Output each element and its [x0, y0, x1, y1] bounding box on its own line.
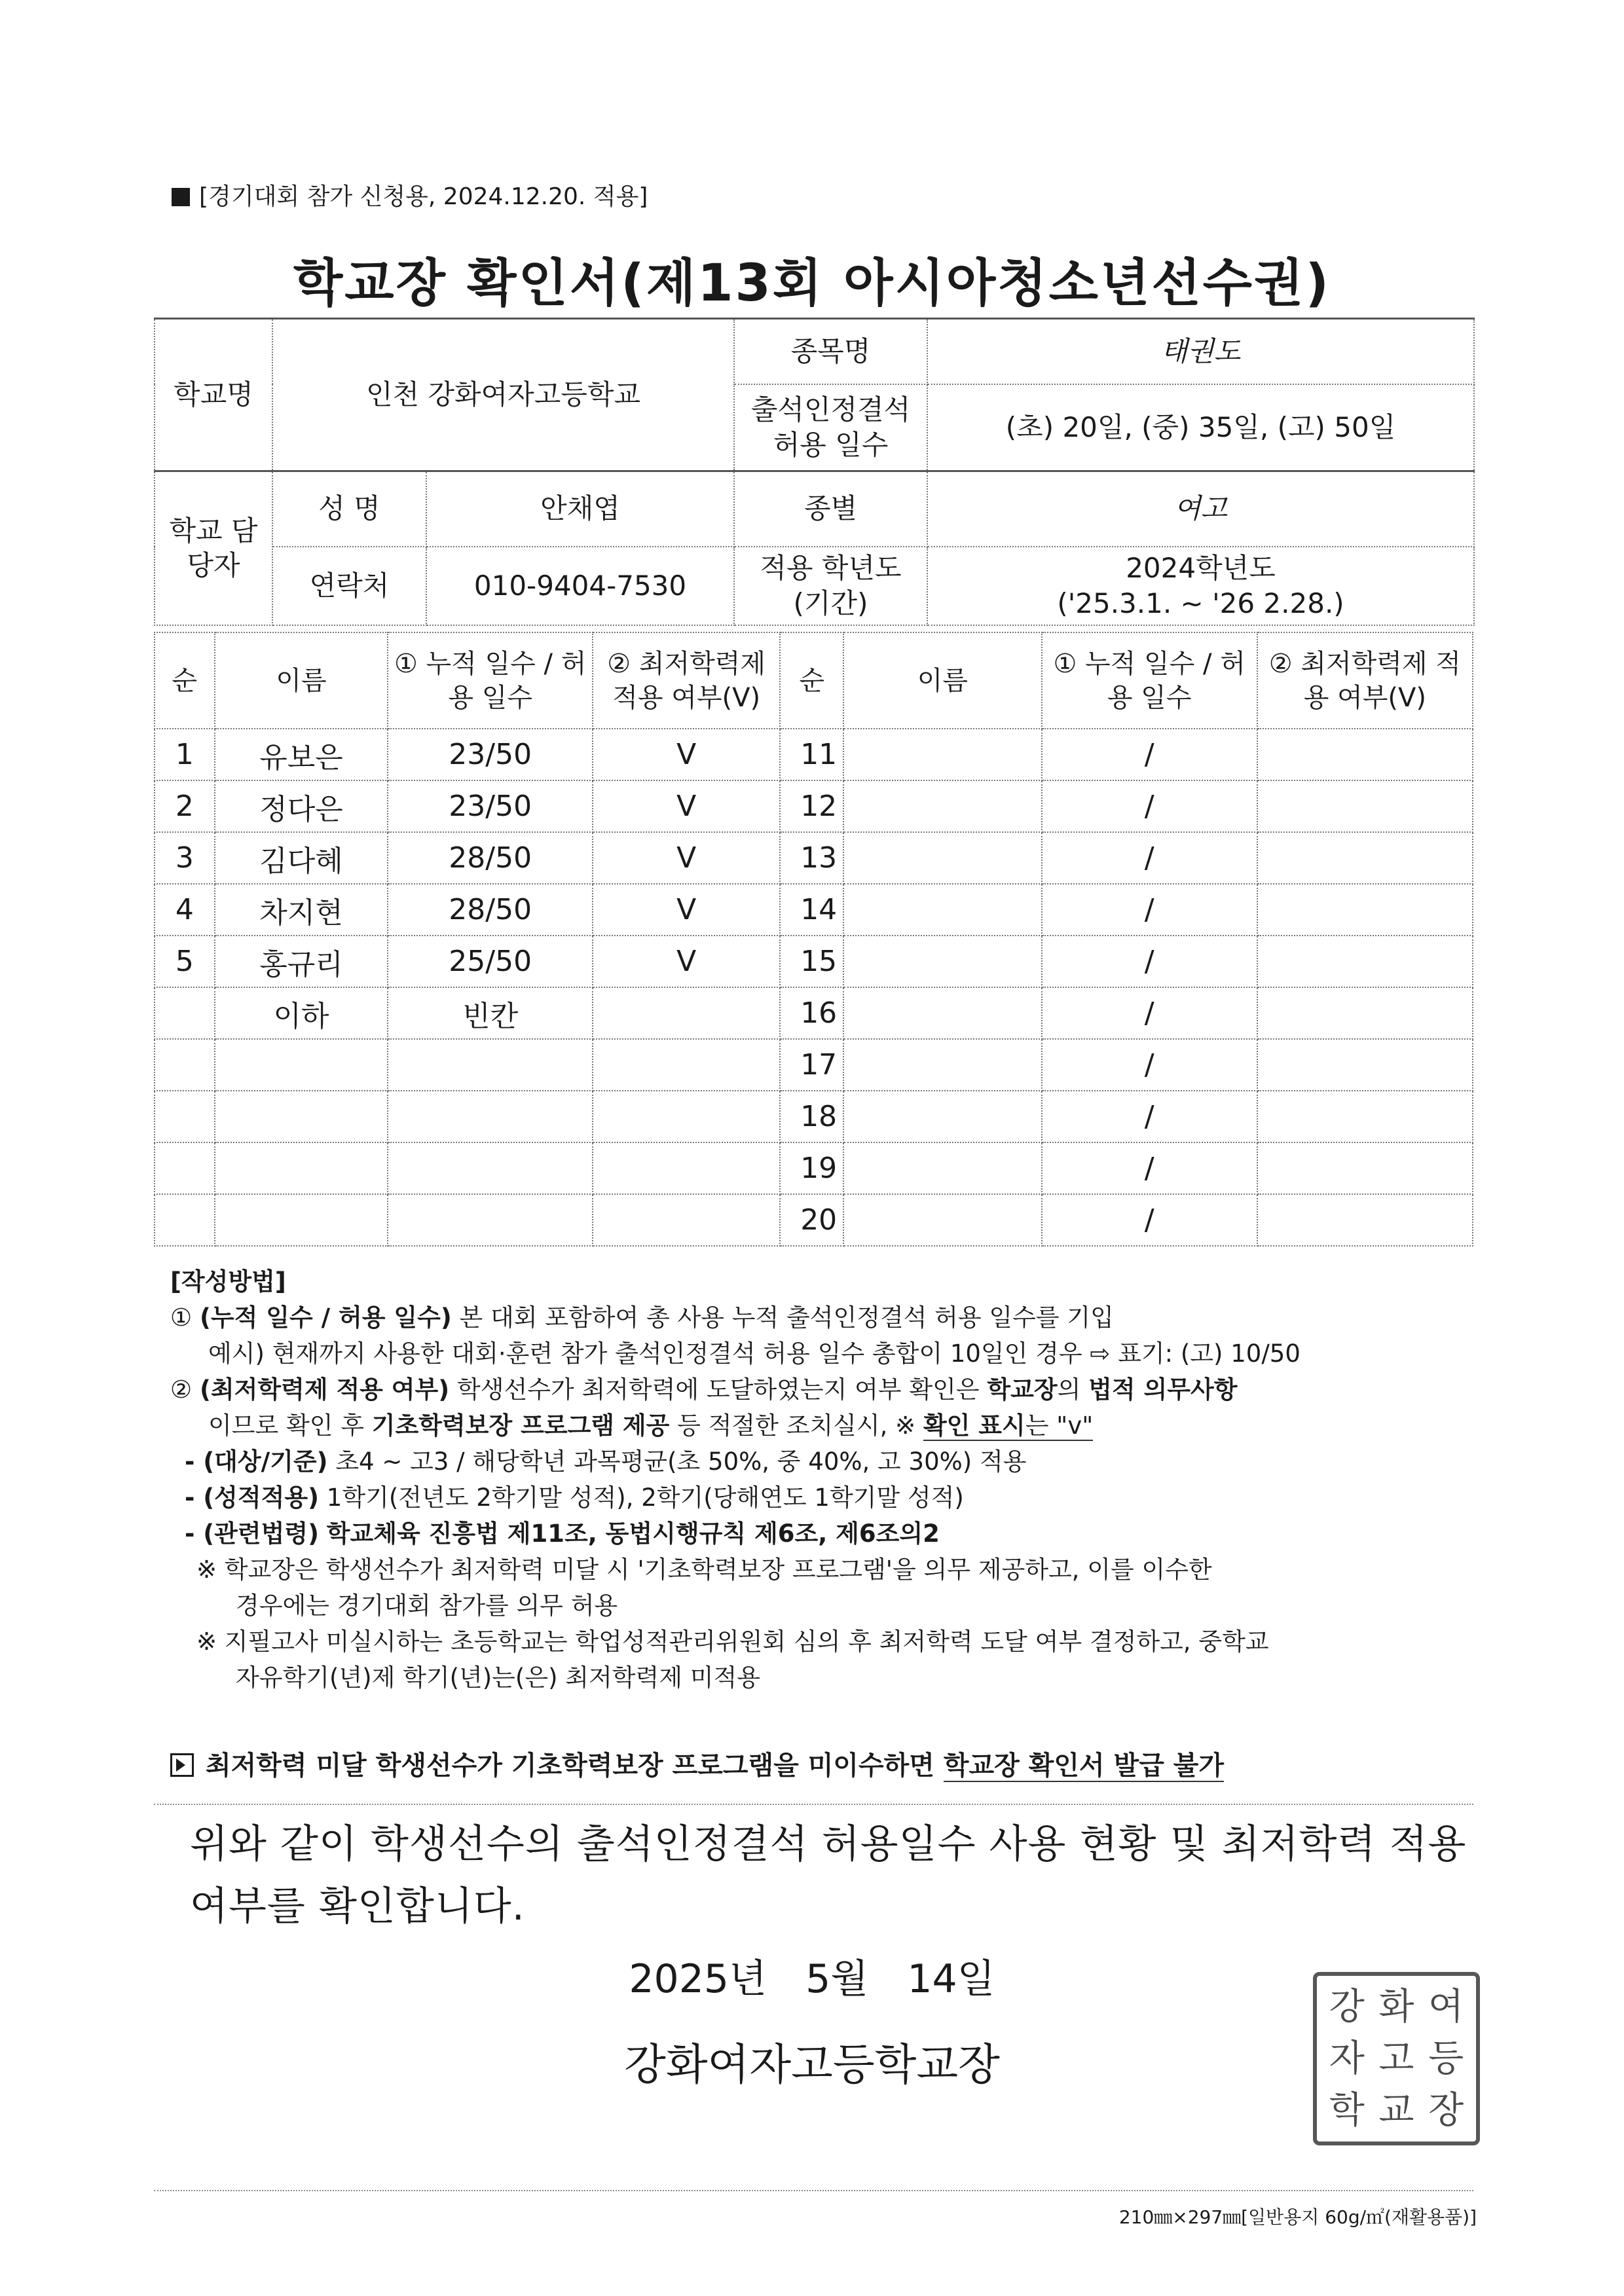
- cell-min: [593, 987, 780, 1039]
- cell-name: [843, 1142, 1041, 1194]
- cell-name: [215, 1091, 388, 1142]
- table-row: [155, 884, 1473, 936]
- table-row: [155, 936, 1473, 987]
- instruction-note-2-cont: 자유학기(년)제 학기(년)는(은) 최저학력제 미적용: [236, 1664, 760, 1692]
- cell-min: V: [593, 729, 780, 780]
- table-row: [155, 1142, 1473, 1194]
- cell-no: 11: [780, 729, 843, 780]
- year-period: ('25.3.1. ~ '26 2.28.): [1057, 587, 1344, 619]
- seal-glyph: 등: [1428, 2037, 1464, 2080]
- cell-no: 13: [780, 832, 843, 884]
- event-value: 태권도: [927, 319, 1474, 384]
- cell-no: 19: [780, 1142, 843, 1194]
- cell-min: V: [593, 936, 780, 987]
- cell-name: [843, 729, 1041, 780]
- cell-no: 1: [155, 729, 215, 780]
- cell-min: [1257, 987, 1473, 1039]
- header-min: ② 최저학력제 적용 여부(V): [593, 632, 780, 729]
- table-row: [155, 1091, 1473, 1142]
- header-min: ② 최저학력제 적용 여부(V): [1257, 632, 1473, 729]
- notice: 최저학력 미달 학생선수가 기초학력보장 프로그램을 미이수하면 학교장 확인서 발급 불가: [170, 1745, 1224, 1782]
- cell-no: 16: [780, 987, 843, 1039]
- cell-days: /: [1042, 1142, 1257, 1194]
- header-name: 이름: [843, 632, 1041, 729]
- cell-days: /: [1042, 780, 1257, 832]
- info-table: [154, 318, 1475, 626]
- absence-value: (초) 20일, (중) 35일, (고) 50일: [927, 384, 1474, 471]
- category-label: 종별: [734, 471, 927, 547]
- seal-glyph: 여: [1428, 1985, 1464, 2028]
- cell-no: 2: [155, 780, 215, 832]
- header-name: 이름: [215, 632, 388, 729]
- cell-no: [155, 987, 215, 1039]
- cell-no: 15: [780, 936, 843, 987]
- cell-name: [215, 1194, 388, 1246]
- cell-min: [1257, 729, 1473, 780]
- cell-min: V: [593, 884, 780, 936]
- cell-min: [593, 1194, 780, 1246]
- seal-glyph: 고: [1378, 2037, 1414, 2080]
- cell-name: [843, 780, 1041, 832]
- cell-name: 김다혜: [215, 832, 388, 884]
- cell-days: 28/50: [388, 884, 593, 936]
- instruction-grades: - (성적적용) 1학기(전년도 2학기말 성적), 2학기(당해연도 1학기말 성적): [185, 1484, 964, 1512]
- cell-no: 20: [780, 1194, 843, 1246]
- cell-days: [388, 1142, 593, 1194]
- roster-table: [154, 632, 1473, 1247]
- cell-no: 12: [780, 780, 843, 832]
- cell-name: [215, 1039, 388, 1091]
- year-value: 2024학년도: [1126, 551, 1276, 584]
- instructions: [170, 1264, 1480, 1696]
- seal-glyph: 자: [1329, 2037, 1365, 2080]
- cell-no: 18: [780, 1091, 843, 1142]
- cell-name: 홍규리: [215, 936, 388, 987]
- cell-days: /: [1042, 936, 1257, 987]
- cell-no: 14: [780, 884, 843, 936]
- header-days: ① 누적 일수 / 허용 일수: [1042, 632, 1257, 729]
- table-row: [155, 780, 1473, 832]
- instruction-note-2: ※ 지필고사 미실시하는 초등학교는 학업성적관리위원회 심의 후 최저학력 도달 여부 결정하고, 중학교: [196, 1628, 1269, 1656]
- table-row: [155, 1039, 1473, 1091]
- instruction-1: ① (누적 일수 / 허용 일수) 본 대회 포함하여 총 사용 누적 출석인정결석 허용 일수를 기입: [170, 1303, 1114, 1332]
- paper-spec: 210㎜×297㎜[일반용지 60g/㎡(재활용품)]: [1118, 2206, 1477, 2228]
- cell-no: [155, 1039, 215, 1091]
- contact-value: 010-9404-7530: [426, 547, 734, 625]
- category-value: 여고: [927, 471, 1474, 547]
- cell-days: /: [1042, 987, 1257, 1039]
- instruction-target: - (대상/기준) 초4 ~ 고3 / 해당학년 과목평균(초 50%, 중 40%, 고 30%) 적용: [185, 1448, 1027, 1476]
- table-row: [155, 832, 1473, 884]
- cell-days: /: [1042, 832, 1257, 884]
- confirmation-statement: 위와 같이 학생선수의 출석인정결석 허용일수 사용 현황 및 최저학력 적용 여부를 확인합니다.: [190, 1821, 1467, 1929]
- seal-glyph: 강: [1329, 1985, 1365, 2028]
- cell-days: /: [1042, 1091, 1257, 1142]
- header-no: 순: [155, 632, 215, 729]
- principal-seal-stamp: [1313, 1972, 1480, 2145]
- year-label: 적용 학년도 (기간): [734, 547, 927, 625]
- cell-min: [1257, 884, 1473, 936]
- seal-glyph: 학: [1329, 2088, 1365, 2132]
- cell-days: 23/50: [388, 729, 593, 780]
- cell-name: [843, 1091, 1041, 1142]
- contact-label: 연락처: [272, 547, 426, 625]
- arrow-box-icon: [170, 1753, 194, 1777]
- instruction-example: 예시) 현재까지 사용한 대회·훈련 참가 출석인정결석 허용 일수 총합이 10일인 경우 ⇨ 표기: (고) 10/50: [208, 1339, 1301, 1368]
- cell-no: [155, 1142, 215, 1194]
- roster-body: [155, 632, 1473, 1246]
- cell-days: /: [1042, 1039, 1257, 1091]
- table-row: [155, 1194, 1473, 1246]
- cell-no: 17: [780, 1039, 843, 1091]
- manager-label: 학교 담당자: [155, 471, 272, 625]
- instruction-law: - (관련법령) 학교체육 진흥법 제11조, 동법시행규칙 제6조, 제6조의2: [185, 1520, 940, 1548]
- divider: [154, 2190, 1473, 2191]
- roster-header-row: [155, 632, 1473, 729]
- event-label: 종목명: [734, 319, 927, 384]
- cell-days: [388, 1039, 593, 1091]
- cell-no: 5: [155, 936, 215, 987]
- absence-label: 출석인정결석 허용 일수: [734, 384, 927, 471]
- cell-min: V: [593, 832, 780, 884]
- cell-days: 28/50: [388, 832, 593, 884]
- cell-name: 유보은: [215, 729, 388, 780]
- cell-days: 빈칸: [388, 987, 593, 1039]
- cell-min: [1257, 1194, 1473, 1246]
- cell-days: /: [1042, 729, 1257, 780]
- name-value: 안채엽: [426, 471, 734, 547]
- cell-no: 4: [155, 884, 215, 936]
- table-row: [155, 729, 1473, 780]
- cell-min: [1257, 1039, 1473, 1091]
- cell-no: 3: [155, 832, 215, 884]
- name-label: 성 명: [272, 471, 426, 547]
- cell-name: [843, 987, 1041, 1039]
- cell-min: [1257, 1091, 1473, 1142]
- cell-days: [388, 1091, 593, 1142]
- cell-no: [155, 1194, 215, 1246]
- seal-glyph: 화: [1378, 1985, 1414, 2028]
- instruction-2-cont: 이므로 확인 후 기초학력보장 프로그램 제공 등 적절한 조치실시, ※ 확인 표시는 "v": [208, 1412, 1094, 1440]
- cell-min: [593, 1091, 780, 1142]
- cell-name: 차지현: [215, 884, 388, 936]
- cell-name: [843, 936, 1041, 987]
- cell-min: V: [593, 780, 780, 832]
- cell-name: 정다은: [215, 780, 388, 832]
- cell-name: [843, 832, 1041, 884]
- cell-name: 이하: [215, 987, 388, 1039]
- cell-name: [843, 1039, 1041, 1091]
- school-value: 인천 강화여자고등학교: [272, 319, 734, 471]
- instruction-note-1: ※ 학교장은 학생선수가 최저학력 미달 시 '기초학력보장 프로그램'을 의무 제공하고, 이를 이수한: [196, 1556, 1212, 1584]
- issue-date: 2025년 5월 14일: [629, 1956, 995, 2002]
- seal-glyph: 교: [1378, 2088, 1414, 2132]
- cell-min: [1257, 1142, 1473, 1194]
- square-bullet-icon: [172, 188, 190, 206]
- cell-days: [388, 1194, 593, 1246]
- cell-days: 23/50: [388, 780, 593, 832]
- cell-name: [843, 1194, 1041, 1246]
- year-cell: [927, 547, 1474, 625]
- header-note: [경기대회 참가 신청용, 2024.12.20. 적용]: [172, 178, 648, 211]
- document-title: 학교장 확인서(제13회 아시아청소년선수권): [293, 254, 1331, 313]
- cell-name: [215, 1142, 388, 1194]
- school-label: 학교명: [155, 319, 272, 471]
- cell-no: [155, 1091, 215, 1142]
- cell-min: [593, 1039, 780, 1091]
- cell-min: [593, 1142, 780, 1194]
- cell-days: /: [1042, 1194, 1257, 1246]
- instruction-note-1-cont: 경우에는 경기대회 참가를 의무 허용: [236, 1592, 618, 1620]
- divider: [154, 1804, 1473, 1805]
- table-row: [155, 987, 1473, 1039]
- cell-days: 25/50: [388, 936, 593, 987]
- seal-glyph: 장: [1428, 2088, 1464, 2132]
- cell-days: /: [1042, 884, 1257, 936]
- cell-min: [1257, 832, 1473, 884]
- instruction-2: ② (최저학력제 적용 여부) 학생선수가 최저학력에 도달하였는지 여부 확인은 학교장의 법적 의무사항: [170, 1376, 1238, 1404]
- cell-name: [843, 884, 1041, 936]
- header-no: 순: [780, 632, 843, 729]
- cell-min: [1257, 936, 1473, 987]
- signer: 강화여자고등학교장: [624, 2039, 1000, 2090]
- header-days: ① 누적 일수 / 허용 일수: [388, 632, 593, 729]
- cell-min: [1257, 780, 1473, 832]
- instructions-heading: [작성방법]: [170, 1267, 286, 1296]
